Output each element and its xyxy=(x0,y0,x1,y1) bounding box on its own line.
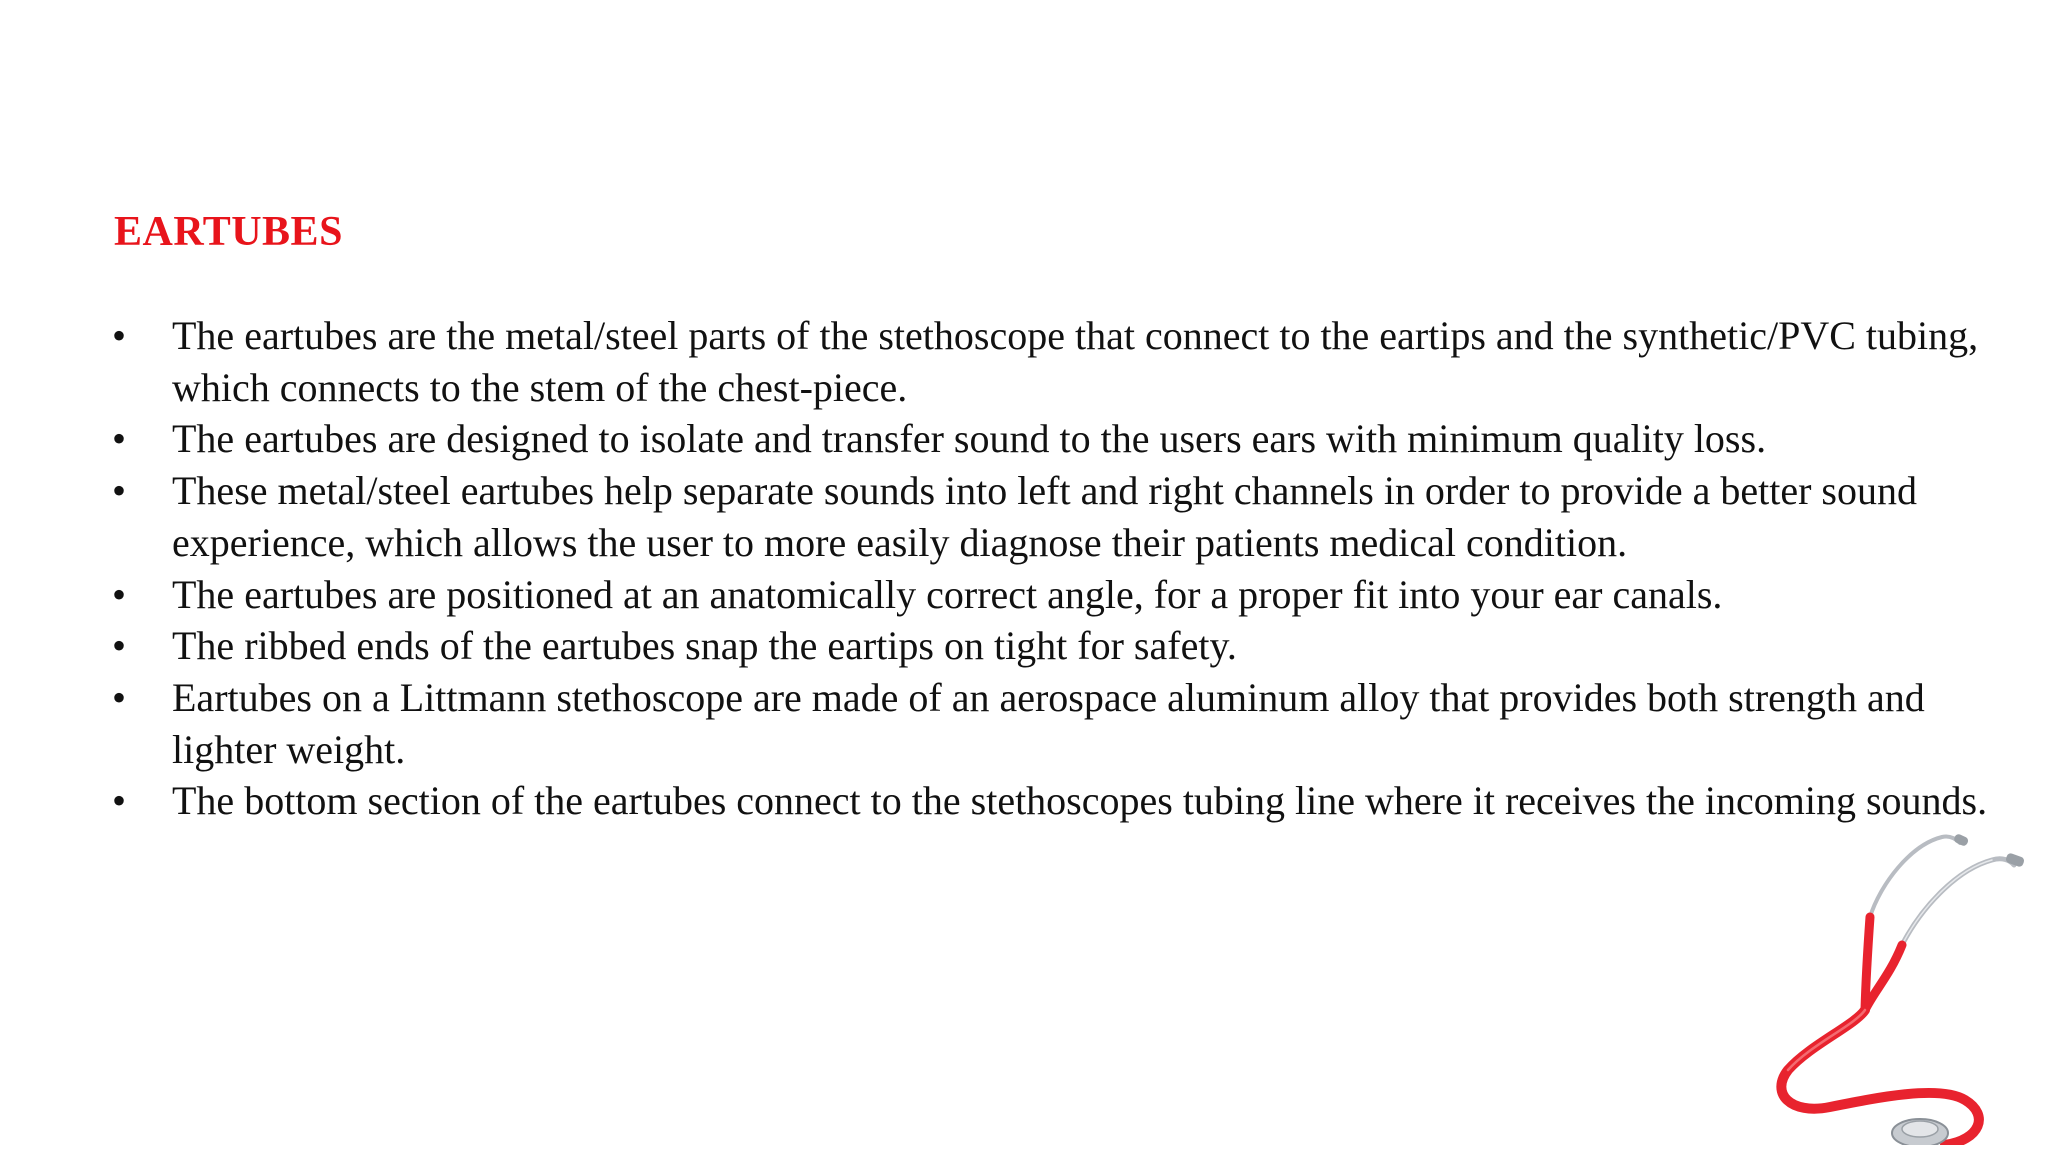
bullet-dot: • xyxy=(112,468,127,514)
bullet-text: These metal/steel eartubes help separate sounds into left and right channels in order to provide a better sound experience, which allows the user to more easily diagnose their patients medical condition. xyxy=(172,468,1917,565)
bullet-item xyxy=(112,569,1992,621)
bullet-dot: • xyxy=(112,623,127,669)
bullet-dot: • xyxy=(112,313,127,358)
bullet-list xyxy=(112,310,1992,827)
bullet-item xyxy=(112,775,1992,827)
bullet-text: The eartubes are designed to isolate and transfer sound to the users ears with minimum quality loss. xyxy=(172,416,1767,462)
bullet-text: The eartubes are the metal/steel parts of the stethoscope that connect to the eartips and the synthetic/PVC tubing, which connects to the stem of the chest-piece. xyxy=(172,313,1979,410)
bullet-dot: • xyxy=(112,778,127,824)
bullet-item xyxy=(112,465,1992,568)
bullet-text: The ribbed ends of the eartubes snap the eartips on tight for safety. xyxy=(172,623,1237,669)
bullet-text: The eartubes are positioned at an anatomically correct angle, for a proper fit into your ear canals. xyxy=(172,571,1723,617)
bullet-text: The bottom section of the eartubes connect to the stethoscopes tubing line where it receives the incoming sounds. xyxy=(172,778,1988,824)
bullet-item xyxy=(112,310,1992,413)
bullet-item xyxy=(112,672,1992,775)
stethoscope-icon xyxy=(1770,815,2040,1145)
bullet-dot: • xyxy=(112,571,127,617)
bullet-dot: • xyxy=(112,416,127,462)
bullet-dot: • xyxy=(112,674,127,720)
bullet-text: Eartubes on a Littmann stethoscope are made of an aerospace aluminum alloy that provides both strength and lighter weight. xyxy=(172,674,1925,772)
bullet-item xyxy=(112,413,1992,465)
slide-title: EARTUBES xyxy=(114,209,343,255)
bullet-item xyxy=(112,620,1992,672)
